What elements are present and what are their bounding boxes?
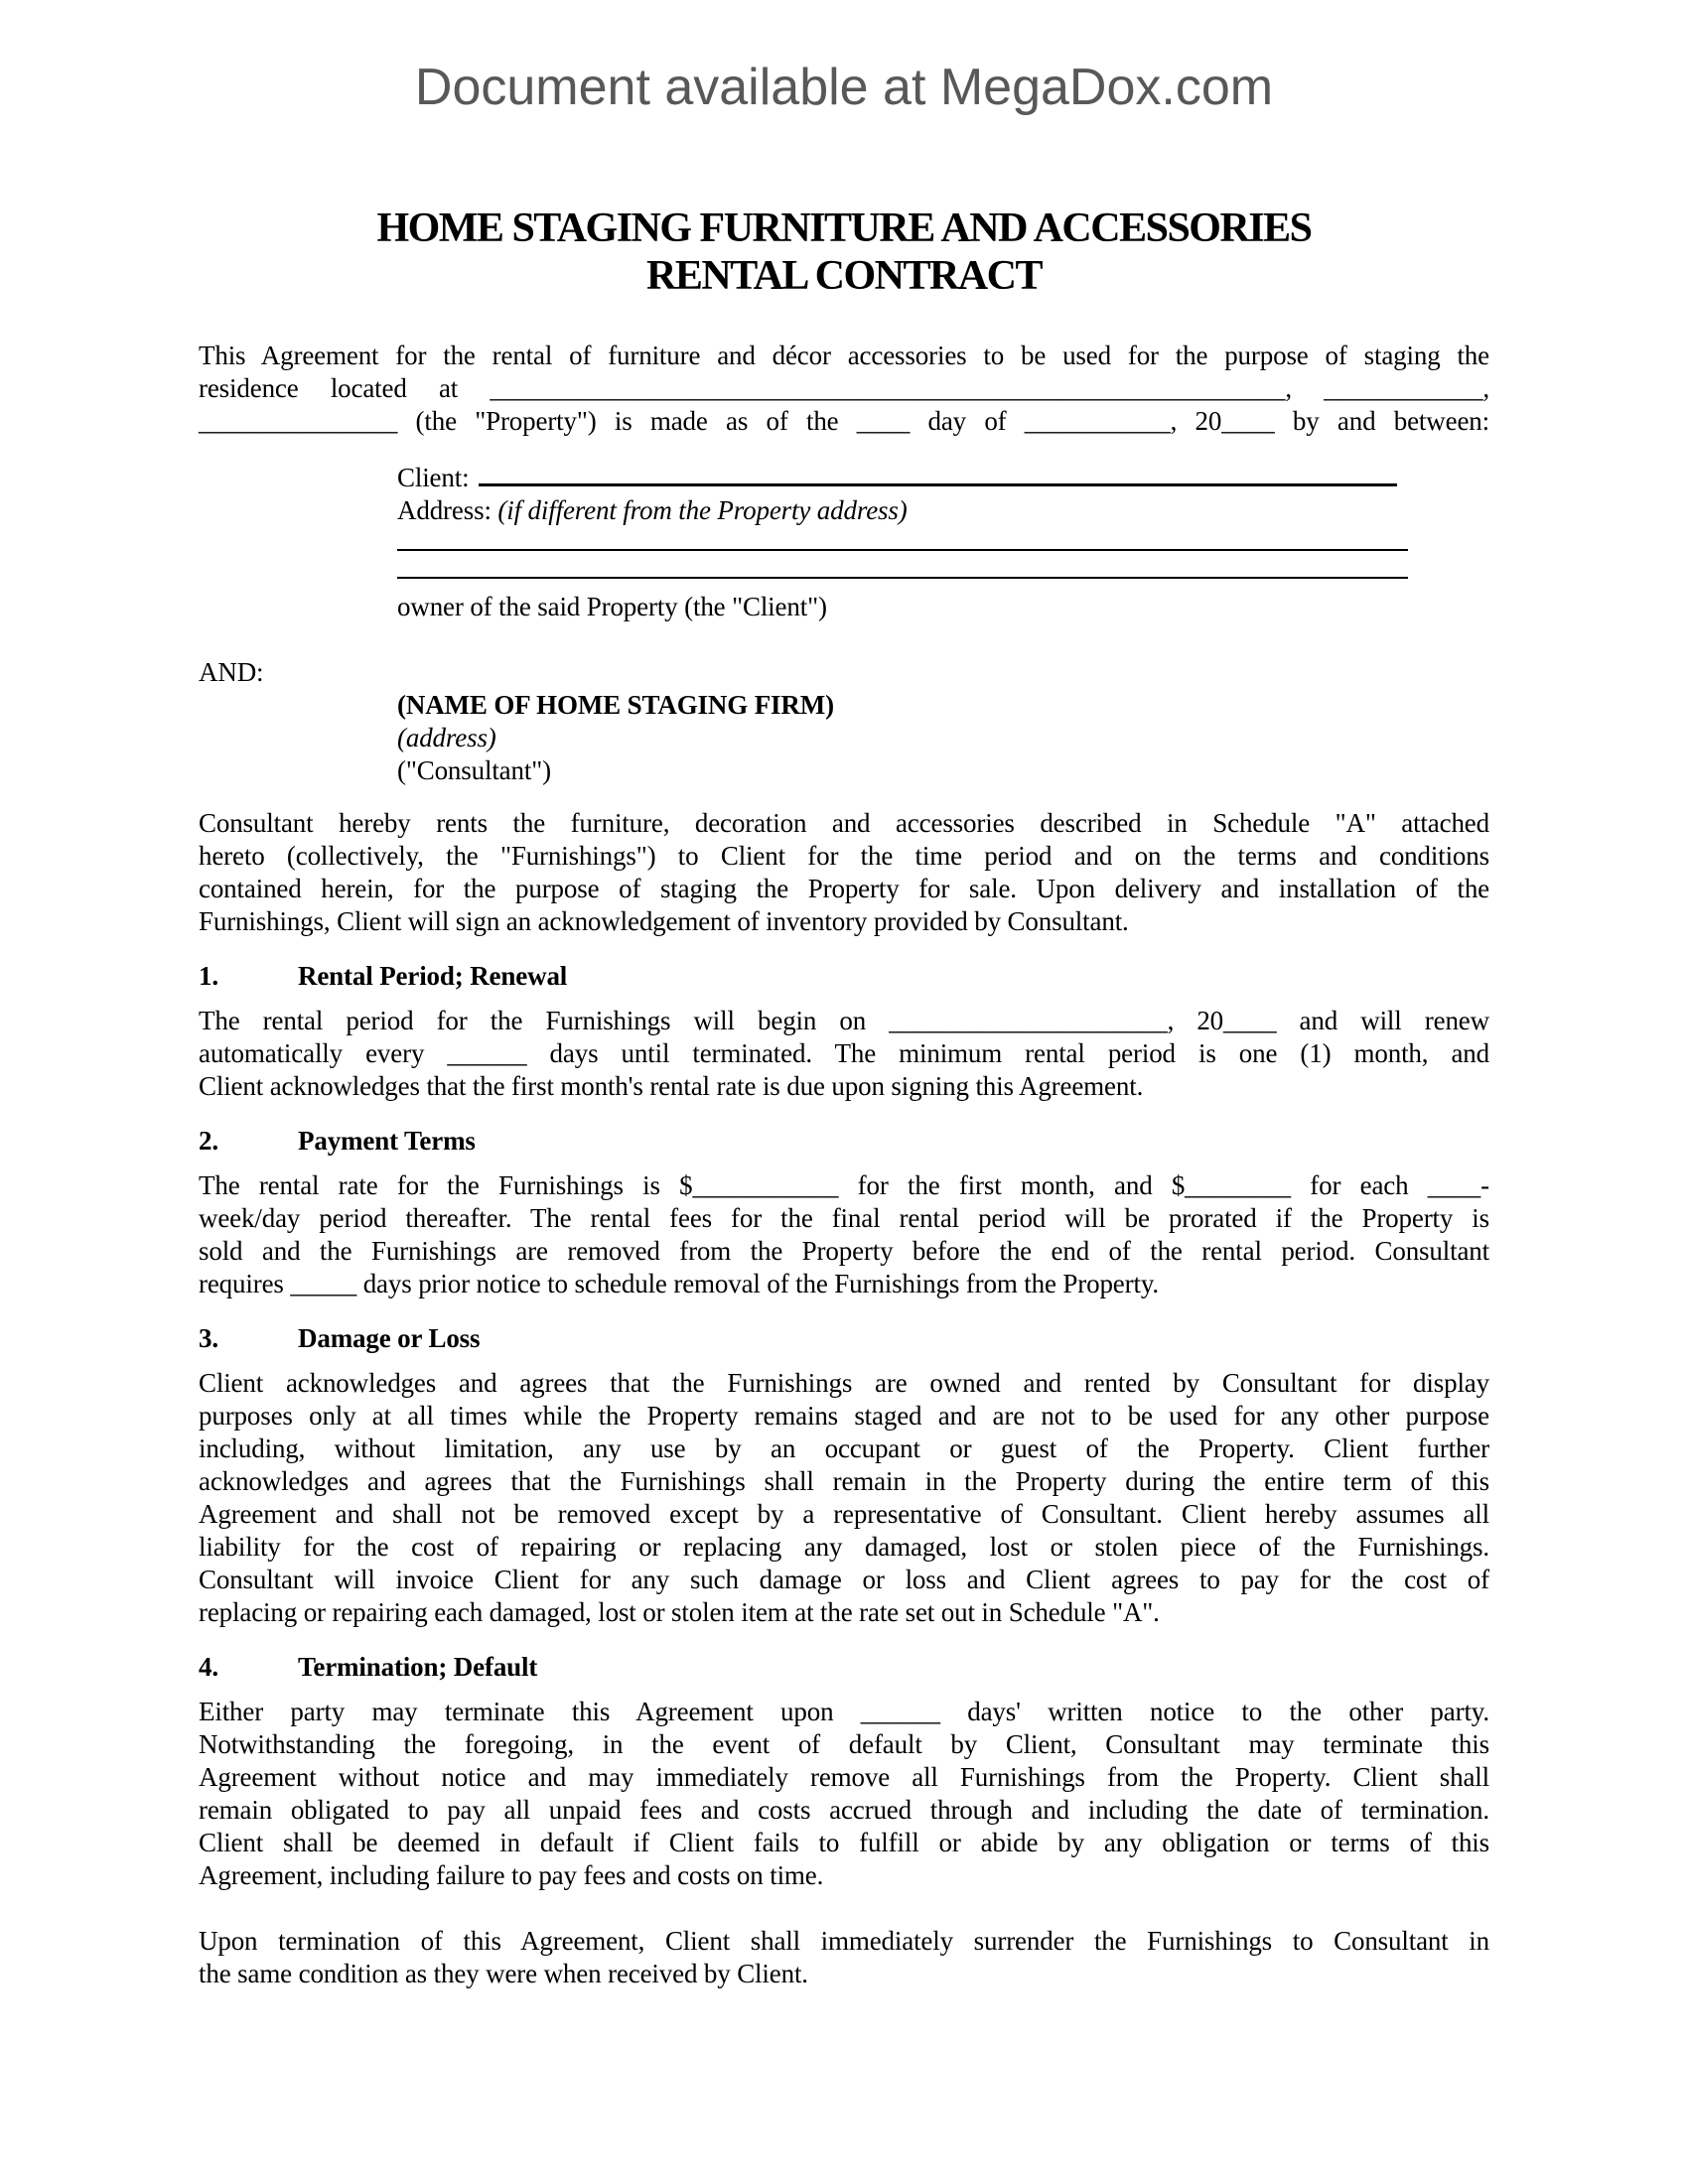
address-blank-line-1 [397,527,1408,551]
closing-line: the same condition as they were when received by Client. [199,1959,808,1988]
intro-paragraph [199,340,1489,438]
section-3-line: acknowledges and agrees that the Furnishings shall remain in the Property during the entire term of this [199,1466,1489,1496]
section-3-line: including, without limitation, any use by an occupant or guest of the Property. Client further [199,1433,1489,1463]
section-4-line: remain obligated to pay all unpaid fees and costs accrued through and including the date of termination. [199,1795,1489,1825]
client-block [397,460,1489,623]
intro-line: residence located at ____________________________________________________________, ____________, [199,373,1489,403]
section-3-line: Consultant will invoice Client for any such damage or loss and Client agrees to pay for the cost of [199,1565,1489,1594]
firm-consultant-line: ("Consultant") [397,755,551,785]
section-2-line: The rental rate for the Furnishings is $___________ for the first month, and $________ for each ____- [199,1170,1489,1200]
intro-line: This Agreement for the rental of furniture and décor accessories to be used for the purpose of staging the [199,341,1489,370]
section-4-title: Termination; Default [298,1652,538,1682]
section-3-line: Client acknowledges and agrees that the Furnishings are owned and rented by Consultant for display [199,1368,1489,1398]
section-1-line: automatically every ______ days until terminated. The minimum rental period is one (1) month, and [199,1038,1489,1068]
recitals-line: Furnishings, Client will sign an acknowledgement of inventory provided by Consultant. [199,906,1129,936]
client-line [397,460,1489,494]
address-note: (if different from the Property address) [497,495,908,525]
staging-firm-block [397,689,1489,787]
address-line [397,494,1489,527]
section-3-line: Agreement and shall not be removed except by a representative of Consultant. Client hereby assumes all [199,1499,1489,1529]
section-2-heading [199,1125,1489,1158]
section-2-line: requires _____ days prior notice to schedule removal of the Furnishings from the Property. [199,1269,1160,1298]
section-4-line: Client shall be deemed in default if Client fails to fulfill or abide by any obligation or terms of this [199,1828,1489,1857]
recitals-line: hereto (collectively, the "Furnishings") to Client for the time period and on the terms and conditions [199,841,1489,871]
section-2-number: 2. [199,1126,218,1156]
section-1-paragraph [199,1005,1489,1103]
firm-address-line: (address) [397,723,496,752]
section-3-line: purposes only at all times while the Property remains staged and are not to be used for any other purpose [199,1401,1489,1431]
section-3-paragraph [199,1367,1489,1629]
document-title-line2: RENTAL CONTRACT [646,253,1042,299]
section-4-number: 4. [199,1652,218,1682]
section-3-title: Damage or Loss [298,1323,481,1353]
closing-paragraph [199,1925,1489,1990]
section-4-line: Notwithstanding the foregoing, in the event of default by Client, Consultant may terminate this [199,1729,1489,1759]
recitals-line: contained herein, for the purpose of staging the Property for sale. Upon delivery and installation of the [199,874,1489,903]
owner-line: owner of the said Property (the "Client") [397,592,827,621]
section-1-title: Rental Period; Renewal [298,961,568,991]
address-blank-line-2 [397,555,1408,579]
section-4-paragraph [199,1696,1489,1892]
section-2-line: week/day period thereafter. The rental fees for the final rental period will be prorated if the Property is [199,1203,1489,1233]
section-1-heading [199,960,1489,993]
section-3-line: replacing or repairing each damaged, lost or stolen item at the rate set out in Schedule "A". [199,1597,1160,1627]
section-1-line: Client acknowledges that the first month's rental rate is due upon signing this Agreement. [199,1071,1144,1101]
section-2-title: Payment Terms [298,1126,476,1156]
section-4-line: Agreement, including failure to pay fees and costs on time. [199,1860,824,1890]
section-4-line: Either party may terminate this Agreement upon ______ days' written notice to the other party. [199,1697,1489,1726]
section-3-number: 3. [199,1323,218,1353]
section-4-heading [199,1651,1489,1684]
section-1-line: The rental period for the Furnishings will begin on _____________________, 20____ and will renew [199,1006,1489,1035]
section-2-paragraph [199,1169,1489,1300]
watermark-text: Document available at MegaDox.com [414,59,1274,116]
and-label: AND: [199,657,264,687]
section-2-line: sold and the Furnishings are removed from the Property before the end of the rental period. Consultant [199,1236,1489,1266]
document-title-line1: HOME STAGING FURNITURE AND ACCESSORIES [376,205,1312,251]
recitals-paragraph [199,807,1489,938]
section-4-line: Agreement without notice and may immediately remove all Furnishings from the Property. Client shall [199,1762,1489,1792]
document-title [199,205,1489,300]
section-3-line: liability for the cost of repairing or replacing any damaged, lost or stolen piece of the Furnishings. [199,1532,1489,1562]
recitals-line: Consultant hereby rents the furniture, decoration and accessories described in Schedule "A" attached [199,808,1489,838]
section-1-number: 1. [199,961,218,991]
firm-name-line: (NAME OF HOME STAGING FIRM) [397,690,834,720]
section-3-heading [199,1322,1489,1355]
client-name-blank [479,460,1397,486]
closing-line: Upon termination of this Agreement, Client shall immediately surrender the Furnishings to Consultant in [199,1926,1489,1956]
intro-line: _______________ (the "Property") is made as of the ____ day of ___________, 20____ by and between: [199,406,1489,436]
client-label: Client: [397,463,470,492]
address-label: Address: [397,495,492,525]
